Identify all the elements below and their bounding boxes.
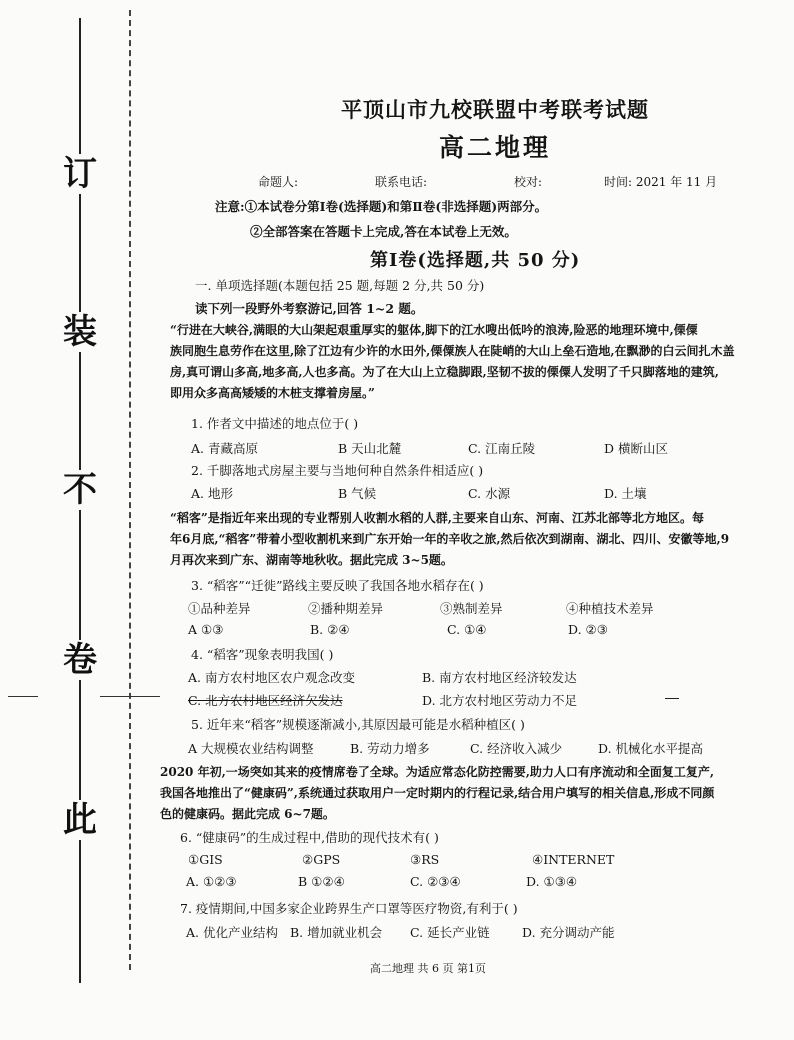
margin-tick — [100, 696, 160, 697]
subject-title: 高二地理 — [438, 133, 551, 162]
q3-item-4: ④种植技术差异 — [566, 601, 654, 616]
q6-option-d: D. ①③④ — [526, 874, 578, 889]
q6-item-1: ①GIS — [188, 852, 223, 867]
q2-option-c: C. 水源 — [468, 486, 511, 501]
question-1: 1. 作者文中描述的地点位于( ) — [191, 416, 359, 431]
q7-option-a: A. 优化产业结构 — [186, 925, 278, 940]
question-3: 3. “稻客”“迁徙”路线主要反映了我国各地水稻存在( ) — [191, 578, 484, 593]
notice-line-1: 注意:①本试卷分第Ⅰ卷(选择题)和第Ⅱ卷(非选择题)两部分。 — [215, 199, 548, 214]
passage-1: “行进在大峡谷,满眼的大山架起艰重厚实的躯体,脚下的江水嗖出低吟的浪涛,险恶的地理环境中,傈僳 族同胞生息劳作在这里,除了江边有少许的水田外,傈僳族人在陡峭的大山上垒石造地,在飘渺的白云间扎木盖 房,真可谓山多高,地多高,人也多高。为了在大山上立稳脚跟,坚韧不拔的傈僳人发明了千只脚落地的建筑, 即用众多高高矮矮的木桩支撑着房屋。” — [170, 323, 735, 400]
q6-option-b: B ①②④ — [298, 874, 345, 889]
q3-item-3: ③熟制差异 — [440, 601, 503, 616]
date-label: 时间: 2021 年 11 月 — [604, 175, 718, 189]
part-heading: 一. 单项选择题(本题包括 25 题,每题 2 分,共 50 分) — [195, 278, 485, 293]
q4-option-b: B. 南方农村地区经济较发达 — [422, 670, 577, 685]
notice-line-2: ②全部答案在答题卡上完成,答在本试卷上无效。 — [250, 224, 517, 239]
q1-option-a: A. 青藏高原 — [191, 441, 258, 456]
q1-option-d: D 横断山区 — [604, 441, 668, 456]
q1-option-c: C. 江南丘陵 — [468, 441, 536, 456]
q7-option-d: D. 充分调动产能 — [522, 925, 615, 940]
q2-option-a: A. 地形 — [191, 486, 233, 501]
q3-option-d: D. ②③ — [568, 622, 608, 637]
exam-title: 平顶山市九校联盟中考联考试题 — [341, 97, 649, 122]
q6-item-2: ②GPS — [302, 852, 341, 867]
q7-option-b: B. 增加就业机会 — [290, 925, 383, 940]
q1-option-b: B 天山北麓 — [338, 441, 402, 456]
phone-label: 联系电话: — [375, 175, 428, 189]
q3-option-a: A ①③ — [188, 622, 224, 637]
q3-item-2: ②播种期差异 — [308, 601, 384, 616]
q4-option-a: A. 南方农村地区农户观念改变 — [188, 670, 355, 685]
check-label: 校对: — [514, 175, 543, 189]
margin-char-2: 装 — [63, 312, 97, 352]
stray-mark — [665, 698, 679, 699]
passage-2: “稻客”是指近年来出现的专业帮别人收割水稻的人群,主要来自山东、河南、江苏北部等北方地区。每 年6月底,“稻客”带着小型收割机来到广东开始一年的辛收之旅,然后依次到湖南、湖北、四川、安徽等地,9 月再次来到广东、湖南等地秋收。据此完成 3~5题。 — [170, 511, 730, 567]
q6-option-c: C. ②③④ — [410, 874, 461, 889]
q4-option-c: C. 北方农村地区经济欠发达 — [188, 693, 343, 708]
passage-3: 2020 年初,一场突如其来的疫情席卷了全球。为适应常态化防控需要,助力人口有序流动和全面复工复产, 我国各地推出了“健康码”,系统通过获取用户一定时期内的行程记录,结合用户填写的相关信息,形成不同颜 色的健康码。据此完成 6~7题。 — [160, 765, 715, 821]
q3-item-1: ①品种差异 — [188, 601, 251, 616]
question-7: 7. 疫情期间,中国多家企业跨界生产口罩等医疗物资,有利于( ) — [180, 901, 518, 916]
q3-option-c: C. ①④ — [447, 622, 487, 637]
q7-option-c: C. 延长产业链 — [410, 925, 490, 940]
q6-item-3: ③RS — [410, 852, 440, 867]
question-5: 5. 近年来“稻客”规模逐渐减小,其原因最可能是水稻种植区( ) — [191, 717, 525, 732]
q2-option-b: B 气候 — [338, 486, 377, 501]
margin-char-5: 此 — [63, 800, 97, 840]
margin-tick — [8, 696, 38, 697]
question-6: 6. “健康码”的生成过程中,借助的现代技术有( ) — [180, 830, 439, 845]
q2-option-d: D. 土壤 — [604, 486, 647, 501]
margin-char-4: 卷 — [63, 640, 97, 680]
q5-option-d: D. 机械化水平提高 — [598, 741, 704, 756]
q6-option-a: A. ①②③ — [186, 874, 237, 889]
question-2: 2. 千脚落地式房屋主要与当地何种自然条件相适应( ) — [191, 463, 484, 478]
question-4: 4. “稻客”现象表明我国( ) — [191, 647, 334, 662]
page-footer: 高二地理 共 6 页 第1页 — [370, 962, 486, 975]
q4-option-d: D. 北方农村地区劳动力不足 — [422, 693, 578, 708]
q6-item-4: ④INTERNET — [532, 852, 615, 867]
q5-option-c: C. 经济收入减少 — [470, 741, 563, 756]
author-label: 命题人: — [258, 175, 299, 189]
section-title: 第Ⅰ卷(选择题,共 50 分) — [370, 250, 581, 271]
q5-option-a: A 大规模农业结构调整 — [188, 741, 314, 756]
q5-option-b: B. 劳动力增多 — [350, 741, 430, 756]
margin-dashed-line — [129, 10, 131, 970]
margin-char-3: 不 — [63, 470, 97, 510]
reading-intro: 读下列一段野外考察游记,回答 1~2 题。 — [195, 301, 424, 316]
q3-option-b: B. ②④ — [310, 622, 350, 637]
margin-char-1: 订 — [63, 154, 97, 194]
